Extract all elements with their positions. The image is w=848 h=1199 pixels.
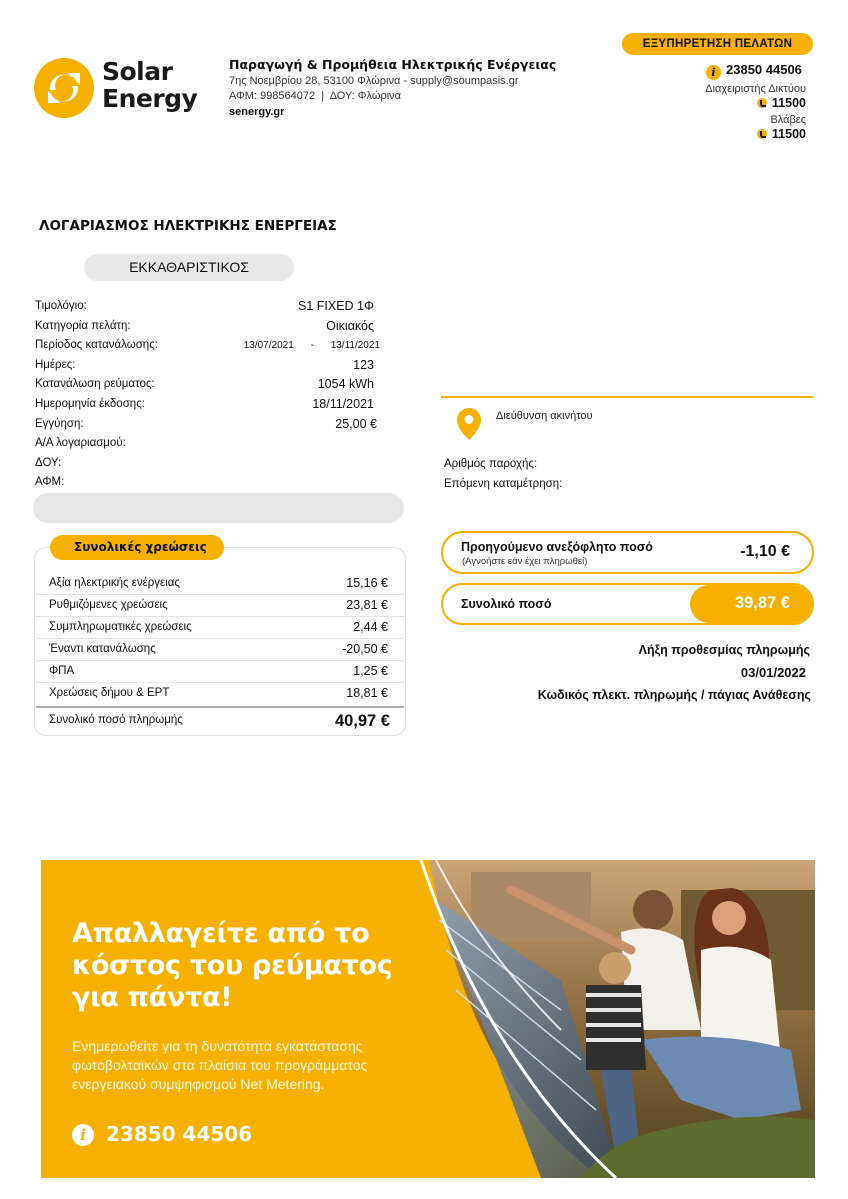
- company-website[interactable]: senergy.gr: [229, 106, 285, 118]
- faults-label: Βλάβες: [770, 114, 806, 126]
- charge-value: 23,81 €: [346, 598, 388, 612]
- banner-body: Ενημερωθείτε για τη δυνατότητα εγκατάστασης φωτοβολταϊκών στα πλαίσια του προγράμματος ενεργειακού συμψηφισμού Net Metering.: [72, 1038, 368, 1092]
- charges-total-row: [36, 706, 404, 734]
- company-tax-info: ΑΦΜ: 998564072 | ΔΟΥ: Φλώρινα: [229, 90, 402, 102]
- divider: [441, 396, 813, 398]
- faults-phone-number: 11500: [771, 127, 806, 141]
- detail-row-period: [35, 337, 380, 357]
- charges-total-label: Συνολικό ποσό πληρωμής: [49, 714, 183, 726]
- detail-row-tariff: [35, 298, 380, 318]
- total-amount-value: 39,87 €: [734, 594, 790, 612]
- detail-row-days: [35, 357, 380, 377]
- charge-row: [36, 595, 404, 617]
- previous-balance-value: -1,10 €: [740, 543, 790, 560]
- company-info: [229, 57, 569, 118]
- info-icon: i: [706, 65, 721, 80]
- brand-name: [102, 58, 197, 112]
- supply-number-label: Αριθμός παροχής:: [444, 458, 538, 470]
- detail-row-afm: [35, 474, 380, 494]
- redacted-customer-name-bar: [33, 493, 404, 523]
- banner-headline: Απαλλαγείτε από το κόστος του ρεύματος για πάντα!: [72, 918, 393, 1013]
- charge-row: [36, 661, 404, 683]
- period-range: [244, 340, 380, 351]
- detail-label: Κατηγορία πελάτη:: [35, 319, 131, 332]
- faults-phone[interactable]: [757, 127, 806, 141]
- detail-label: ΑΦΜ:: [35, 476, 65, 489]
- charge-label: Ρυθμιζόμενες χρεώσεις: [49, 599, 168, 611]
- detail-label: Εγγύηση:: [35, 417, 84, 430]
- brand-name-line1: Solar: [102, 57, 173, 86]
- detail-label: Τιμολόγιο:: [35, 300, 87, 312]
- brand-name-line2: Energy: [102, 84, 198, 113]
- detail-row-account: [35, 435, 380, 455]
- customer-service-phone-number: 23850 44506: [726, 62, 802, 77]
- previous-balance-note: (Αγνοήστε εάν έχει πληρωθεί): [462, 556, 588, 567]
- detail-label: Κατανάλωση ρεύματος:: [35, 378, 155, 391]
- next-reading-label: Επόμενη καταμέτρηση:: [444, 478, 563, 490]
- previous-balance-label: Προηγούμενο ανεξόφλητο ποσό: [461, 540, 653, 554]
- company-name: Παραγωγή & Προμήθεια Ηλεκτρικής Ενέργειας: [229, 57, 557, 72]
- charge-label: Χρεώσεις δήμου & ΕΡΤ: [49, 687, 170, 699]
- charge-value: 15,16 €: [346, 576, 388, 590]
- detail-value: 1054 kWh: [317, 377, 374, 392]
- property-address-label: Διεύθυνση ακινήτου: [496, 410, 593, 422]
- charges-total-value: 40,97 €: [334, 712, 390, 730]
- detail-value: 123: [353, 357, 374, 372]
- period-separator: -: [310, 340, 314, 352]
- detail-value: 25,00 €: [335, 416, 377, 431]
- charge-label: Συμπληρωματικές χρεώσεις: [49, 621, 192, 633]
- charge-value: 1,25 €: [353, 664, 388, 678]
- charges-title: Συνολικές χρεώσεις: [50, 535, 224, 560]
- total-amount-label: Συνολικό ποσό: [461, 597, 552, 611]
- detail-value: S1 FIXED 1Φ: [298, 299, 374, 313]
- network-operator-phone[interactable]: [757, 96, 806, 110]
- network-operator-phone-number: 11500: [771, 96, 806, 110]
- bill-title: ΛΟΓΑΡΙΑΣΜΟΣ ΗΛΕΚΤΡΙΚΗΣ ΕΝΕΡΓΕΙΑΣ: [39, 218, 337, 234]
- charge-row: [36, 573, 404, 595]
- bill-type-badge: ΕΚΚΑΘΑΡΙΣΤΙΚΟΣ: [84, 254, 294, 281]
- phone-icon: [757, 129, 767, 139]
- detail-value: 18/11/2021: [312, 396, 374, 411]
- due-date-value: 03/01/2022: [740, 665, 806, 680]
- customer-service-label: ΕΞΥΠΗΡΕΤΗΣΗ ΠΕΛΑΤΩΝ: [622, 33, 813, 55]
- charge-value: 18,81 €: [346, 686, 388, 700]
- charge-row: [36, 617, 404, 639]
- detail-value: Οικιακός: [326, 318, 374, 333]
- detail-row-consumption: [35, 376, 380, 396]
- due-date-label: Λήξη προθεσμίας πληρωμής: [638, 643, 810, 657]
- banner-phone-number: 23850 44506: [106, 1122, 253, 1146]
- period-to: 13/11/2021: [330, 340, 380, 352]
- charge-label: Έναντι κατανάλωσης: [49, 643, 156, 655]
- bill-details: [35, 298, 380, 494]
- customer-service-phone[interactable]: [706, 62, 802, 80]
- charge-row: [36, 639, 404, 661]
- charge-label: ΦΠΑ: [49, 665, 75, 677]
- banner-phone[interactable]: [72, 1122, 252, 1146]
- detail-label: ΔΟΥ:: [35, 456, 62, 469]
- location-pin-icon: [456, 407, 482, 441]
- detail-label: Περίοδος κατανάλωσης:: [35, 339, 158, 352]
- detail-row-doy: [35, 455, 380, 475]
- charge-value: 2,44 €: [353, 620, 388, 634]
- phone-icon: [757, 98, 767, 108]
- detail-row-category: [35, 318, 380, 338]
- network-operator-label: Διαχειριστής Δικτύου: [705, 83, 806, 95]
- detail-row-guarantee: [35, 416, 380, 436]
- charge-label: Αξία ηλεκτρικής ενέργειας: [49, 577, 180, 589]
- company-address: 7ης Νοεμβρίου 28, 53100 Φλώρινα - supply@soumpasis.gr: [229, 75, 519, 87]
- detail-label: Ημέρες:: [35, 358, 76, 371]
- payment-code-label: Κωδικός πλεκτ. πληρωμής / πάγιας Ανάθεσης: [537, 688, 811, 702]
- charge-row: [36, 683, 404, 705]
- info-icon: i: [72, 1124, 94, 1146]
- charge-value: -20,50 €: [342, 642, 388, 656]
- detail-label: Ημερομηνία έκδοσης:: [35, 397, 145, 410]
- detail-label: Α/Α λογαριασμού:: [35, 437, 126, 450]
- period-from: 13/07/2021: [243, 340, 294, 352]
- detail-row-issue-date: [35, 396, 380, 416]
